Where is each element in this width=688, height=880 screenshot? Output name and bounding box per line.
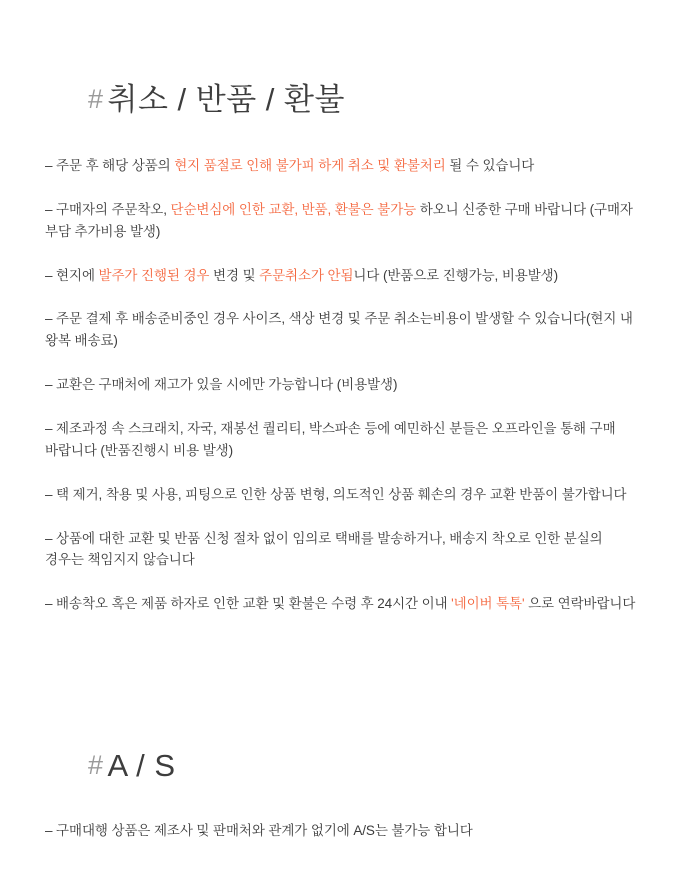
policy-item (45, 265, 643, 287)
policy-text: – 구매대행 상품은 제조사 및 판매처와 관계가 없기에 A/S는 불가능 합니다 (45, 823, 473, 838)
cancel-policy-list (45, 155, 643, 637)
policy-text: – 주문 후 해당 상품의 (45, 158, 175, 173)
policy-item (45, 484, 643, 506)
as-section-heading (88, 748, 176, 784)
policy-text: 될 수 있습니다 (445, 158, 535, 173)
policy-text: – 택 제거, 착용 및 사용, 피팅으로 인한 상품 변형, 의도적인 상품 훼손의 경우 교환 반품이 불가합니다 (45, 486, 627, 502)
page-title (88, 74, 345, 119)
policy-item (45, 418, 643, 462)
as-page-title (88, 748, 176, 784)
policy-item (45, 593, 643, 615)
policy-text: – 주문 결제 후 배송준비중인 경우 사이즈, 색상 변경 및 주문 취소는비용이 발생할 수 있습니다(현지 내 왕복 배송료) (45, 311, 633, 349)
cancel-section-heading (88, 74, 345, 119)
policy-text: 하오니 신중한 구매 바랍니다 (구매자 부담 추가비용 발생) (45, 201, 633, 239)
policy-text: – 교환은 구매처에 재고가 있을 시에만 가능합니다 (비용발생) (45, 377, 398, 393)
as-policy-list (45, 820, 643, 842)
cancel-section-title-text: 취소 / 반품 / 환불 (107, 82, 345, 117)
policy-item (45, 820, 643, 842)
policy-text: – 구매자의 주문착오, (45, 201, 171, 217)
as-section-title-text: A / S (107, 748, 176, 783)
highlighted-text: '네이버 톡톡' (451, 596, 525, 612)
policy-text: 변경 및 (209, 267, 260, 283)
policy-text: 니다 (반품으로 진행가능, 비용발생) (353, 267, 558, 283)
policy-text: – 배송착오 혹은 제품 하자로 인한 교환 및 환불은 수령 후 24시간 이내 (45, 596, 452, 612)
highlighted-text: 주문취소가 안됨 (259, 267, 354, 283)
hash-icon: # (88, 84, 104, 114)
policy-text: – 상품에 대한 교환 및 반품 신청 절차 없이 임의로 택배를 발송하거나, 배송지 착오로 인한 분실의 경우는 책임지지 않습니다 (45, 530, 603, 568)
policy-item (45, 199, 643, 243)
highlighted-text: 단순변심에 인한 교환, 반품, 환불은 불가능 (170, 201, 417, 217)
highlighted-text: 발주가 진행된 경우 (98, 267, 210, 283)
policy-text: – 현지에 (45, 267, 99, 283)
policy-text: – 제조과정 속 스크래치, 자국, 재봉선 퀄리티, 박스파손 등에 예민하신 분들은 오프라인을 통해 구매 바랍니다 (반품진행시 비용 발생) (45, 421, 616, 458)
policy-item (45, 308, 643, 352)
policy-item (45, 374, 643, 396)
highlighted-text: 현지 품절로 인해 불가피 하게 취소 및 환불처리 (174, 158, 446, 173)
hash-icon: # (88, 750, 104, 780)
policy-item (45, 528, 643, 572)
policy-item (45, 155, 643, 177)
policy-text: 으로 연락바랍니다 (524, 596, 636, 612)
